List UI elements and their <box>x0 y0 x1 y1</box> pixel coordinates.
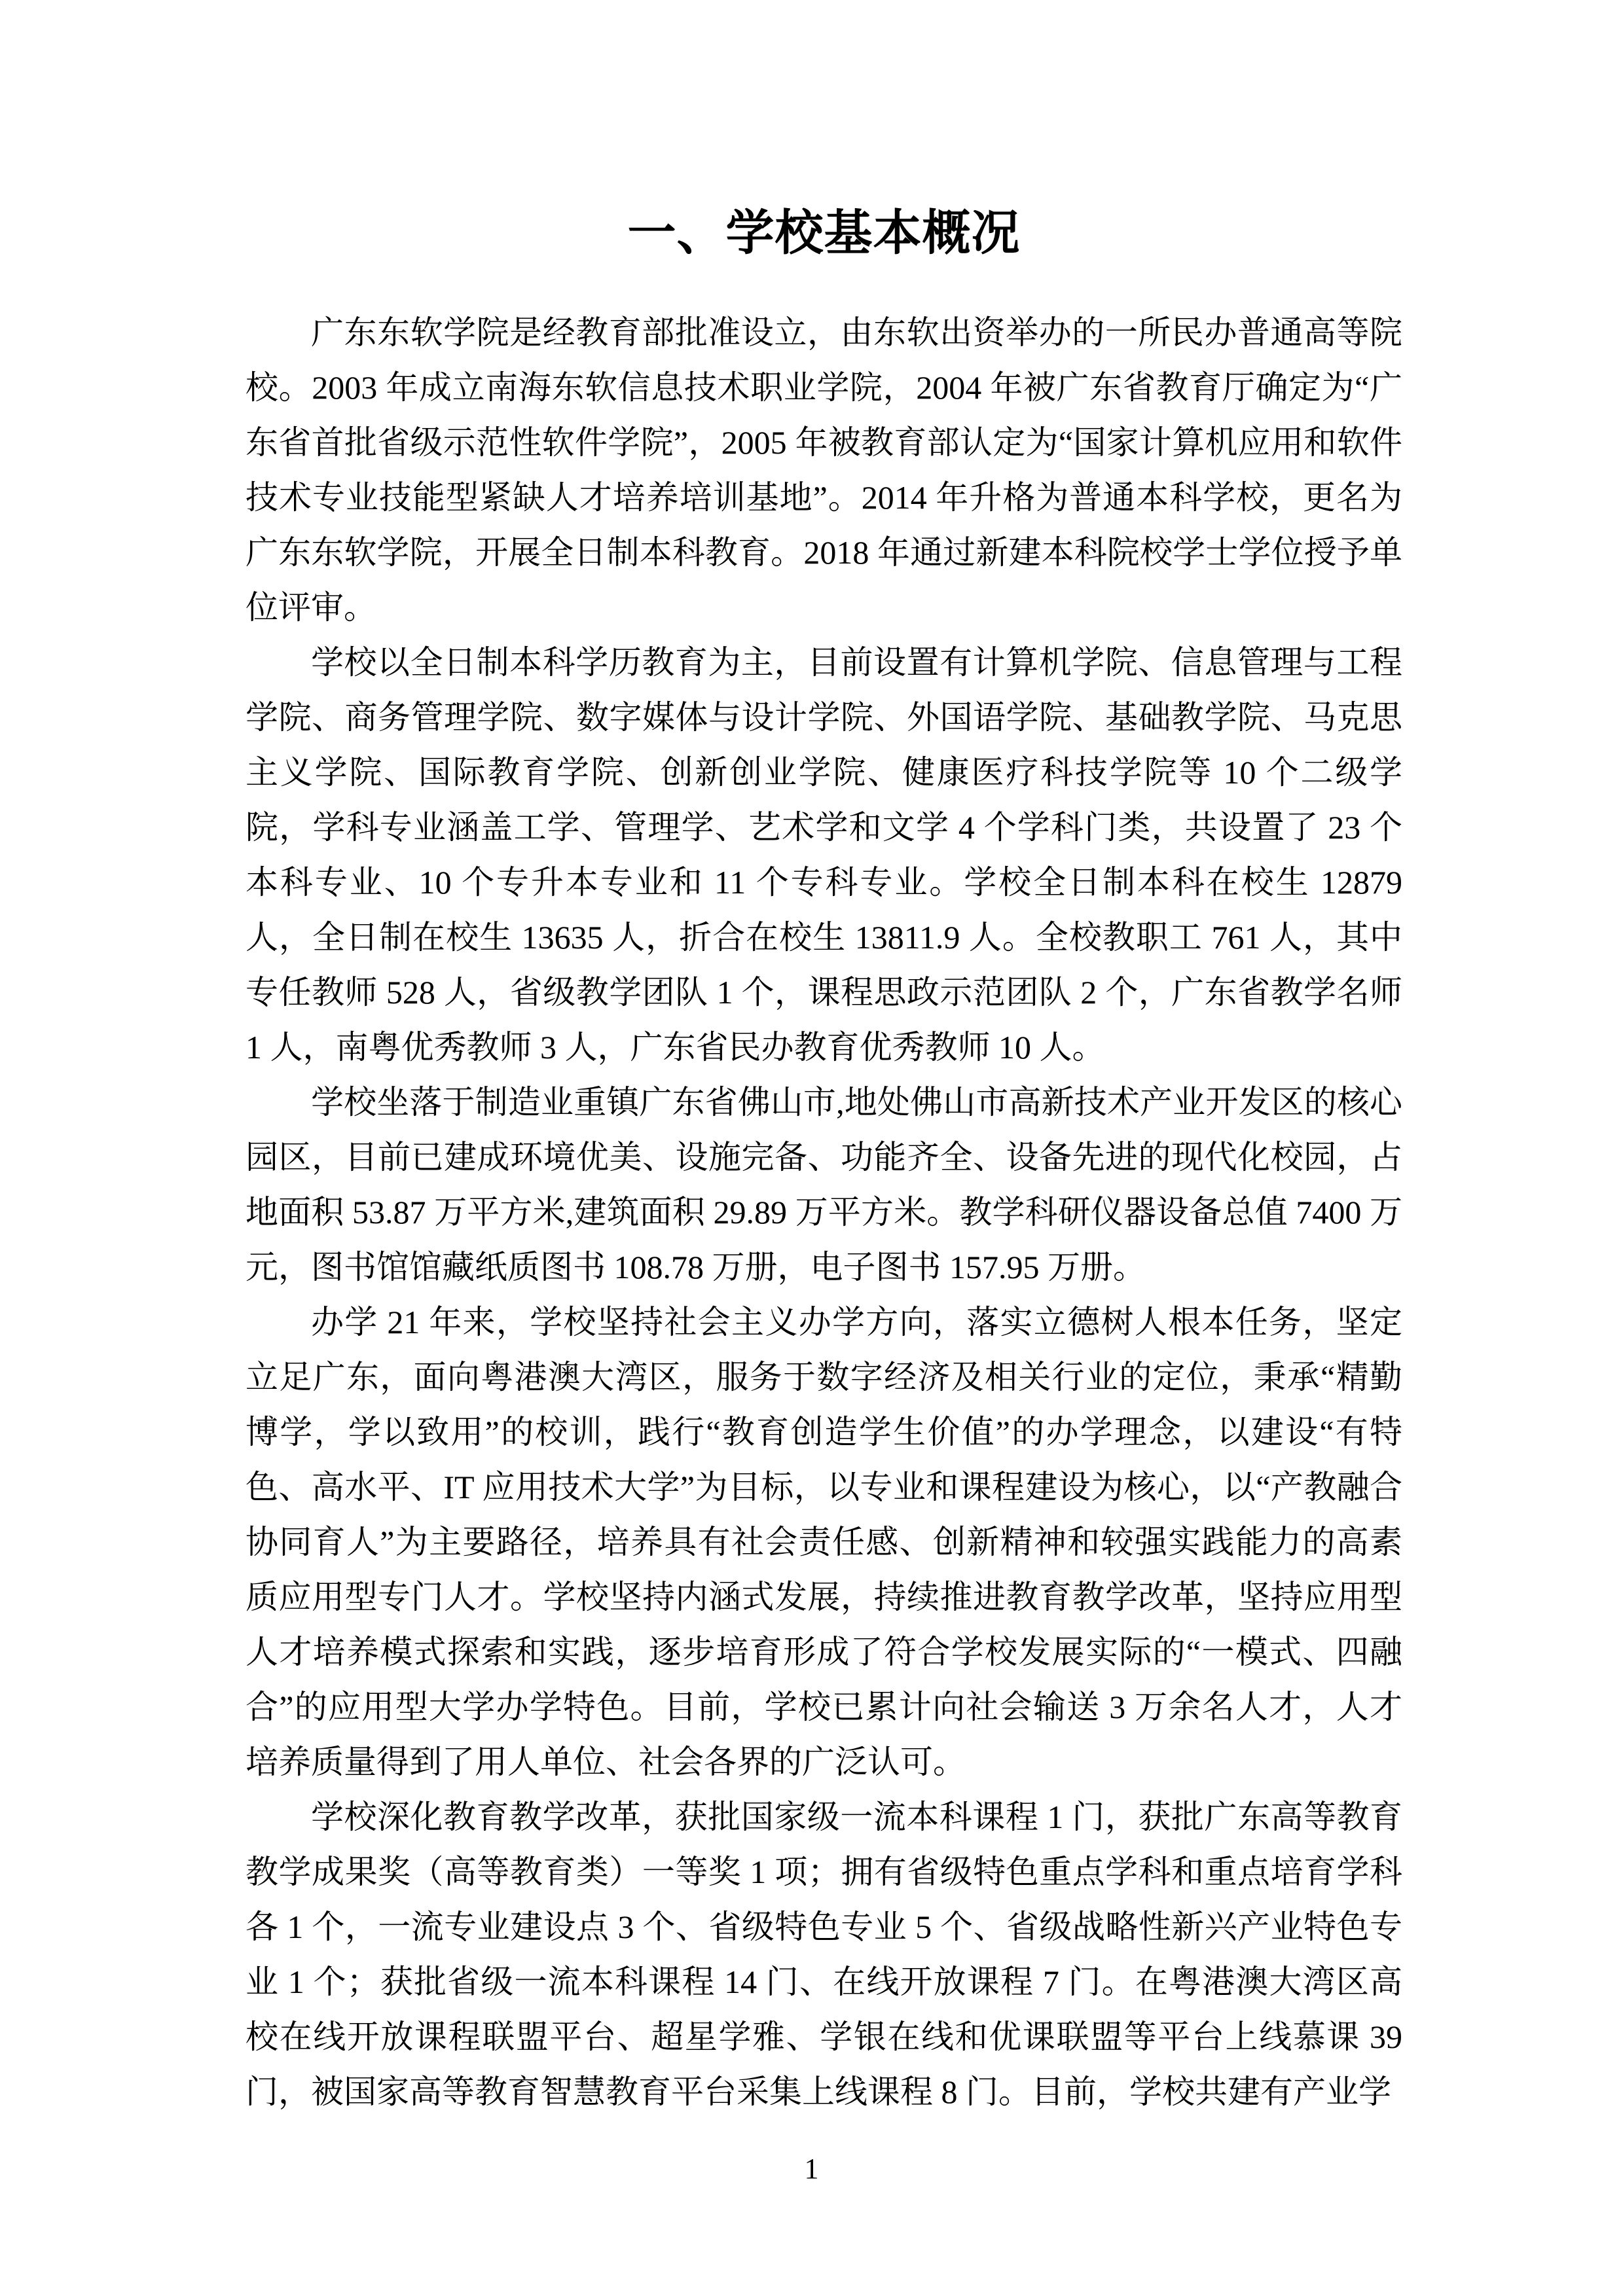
page-number: 1 <box>804 2153 819 2185</box>
body-paragraph-schools-enrollment: 学校以全日制本科学历教育为主，目前设置有计算机学院、信息管理与工程学院、商务管理学院、数字媒体与设计学院、外国语学院、基础教学院、马克思主义学院、国际教育学院、创新创业学院、健康医疗科技学院等 10 个二级学院，学科专业涵盖工学、管理学、艺术学和文学 4 个学科门类，共设置了 23 个本科专业、10 个专升本专业和 11 个专科专业。学校全日制本科在校生 12879 人，全日制在校生 13635 人，折合在校生 13811.9 人。全校教职工 761 人，其中专任教师 528 人，省级教学团队 1 个，课程思政示范团队 2 个，广东省教学名师 1 人，南粤优秀教师 3 人，广东省民办教育优秀教师 10 人。 <box>246 644 1402 1066</box>
section-title: 一、学校基本概况 <box>627 206 1021 260</box>
page-content <box>246 196 1402 2119</box>
body-paragraph-overview: 广东东软学院是经教育部批准设立，由东软出资举办的一所民办普通高等院校。2003 年成立南海东软信息技术职业学院，2004 年被广东省教育厅确定为“广东省首批省级示范性软件学院”，2005 年被教育部认定为“国家计算机应用和软件技术专业技能型紧缺人才培养培训基地”。2014 年升格为普通本科学校，更名为广东东软学院，开展全日制本科教育。2018 年通过新建本科院校学士学位授予单位评审。 <box>246 314 1402 626</box>
body-paragraph-teaching-reform: 学校深化教育教学改革，获批国家级一流本科课程 1 门，获批广东高等教育教学成果奖（高等教育类）一等奖 1 项；拥有省级特色重点学科和重点培育学科各 1 个，一流专业建设点 3 个、省级特色专业 5 个、省级战略性新兴产业特色专业 1 个；获批省级一流本科课程 14 门、在线开放课程 7 门。在粤港澳大湾区高校在线开放课程联盟平台、超星学雅、学银在线和优课联盟等平台上线慕课 39 门，被国家高等教育智慧教育平台采集上线课程 8 门。目前，学校共建有产业学 <box>246 1799 1402 2110</box>
body-paragraph-mission: 办学 21 年来，学校坚持社会主义办学方向，落实立德树人根本任务，坚定立足广东，面向粤港澳大湾区，服务于数字经济及相关行业的定位，秉承“精勤博学，学以致用”的校训，践行“教育创造学生价值”的办学理念，以建设“有特色、高水平、IT 应用技术大学”为目标，以专业和课程建设为核心，以“产教融合 协同育人”为主要路径，培养具有社会责任感、创新精神和较强实践能力的高素质应用型专门人才。学校坚持内涵式发展，持续推进教育教学改革，坚持应用型人才培养模式探索和实践，逐步培育形成了符合学校发展实际的“一模式、四融合”的应用型大学办学特色。目前，学校已累计向社会输送 3 万余名人才，人才培养质量得到了用人单位、社会各界的广泛认可。 <box>246 1304 1402 1780</box>
body-paragraph-campus: 学校坐落于制造业重镇广东省佛山市,地处佛山市高新技术产业开发区的核心园区，目前已建成环境优美、设施完备、功能齐全、设备先进的现代化校园，占地面积 53.87 万平方米,建筑面积 29.89 万平方米。教学科研仪器设备总值 7400 万元，图书馆馆藏纸质图书 108.78 万册，电子图书 157.95 万册。 <box>246 1084 1402 1285</box>
